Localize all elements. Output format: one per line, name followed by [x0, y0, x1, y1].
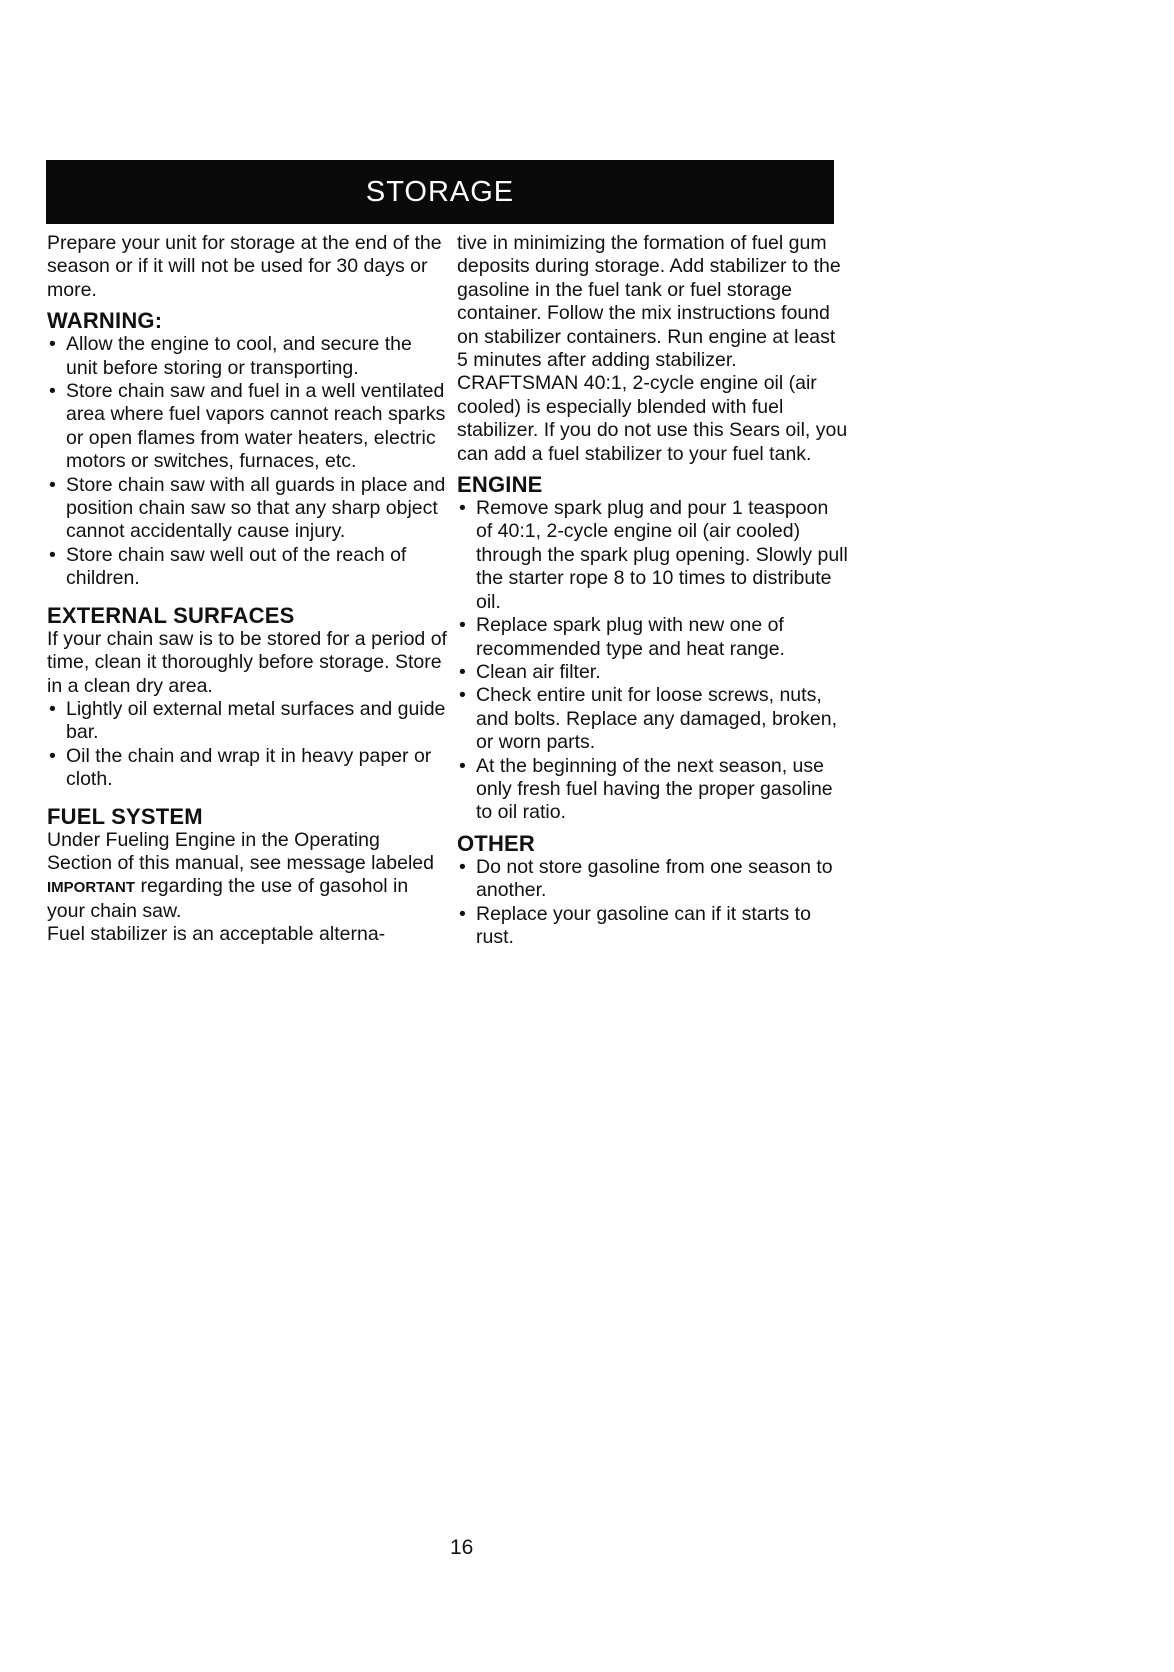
list-item: • Store chain saw well out of the reach of children. — [47, 544, 447, 591]
right-column — [457, 232, 849, 949]
list-item: • Replace your gasoline can if it starts to rust. — [457, 903, 849, 950]
fuel-system-text-before: Under Fueling Engine in the Operating Section of this manual, see message labeled — [47, 828, 434, 874]
stabilizer-paragraph-end: tive in minimizing the formation of fuel gum deposits during storage. Add stabilizer to the gasoline in the fuel tank or fuel storage container. Follow the mix instructions found on stabilizer containers. Run engine at least 5 minutes after adding stabilizer. — [457, 232, 841, 372]
external-surfaces-paragraph: If your chain saw is to be stored for a period of time, clean it thoroughly before storage. Store in a clean dry area. — [47, 627, 447, 697]
engine-heading: ENGINE — [457, 472, 543, 498]
important-label: IMPORTANT — [47, 879, 136, 897]
external-surfaces-list — [47, 698, 447, 792]
list-item: • Lightly oil external metal surfaces and guide bar. — [47, 698, 447, 745]
storage-banner — [46, 160, 834, 224]
list-item: • Store chain saw with all guards in place and position chain saw so that any sharp object cannot accidentally cause injury. — [47, 474, 447, 544]
list-item: • Check entire unit for loose screws, nuts, and bolts. Replace any damaged, broken, or worn parts. — [457, 684, 849, 754]
page-title: STORAGE — [365, 175, 515, 208]
engine-list — [457, 497, 849, 825]
other-heading: OTHER — [457, 830, 535, 856]
craftsman-paragraph: CRAFTSMAN 40:1, 2-cycle engine oil (air cooled) is especially blended with fuel stabilizer. If you do not use this Sears oil, you can add a fuel stabilizer to your fuel tank. — [457, 372, 848, 465]
list-item: • Remove spark plug and pour 1 teaspoon of 40:1, 2-cycle engine oil (air cooled) through the spark plug opening. Slowly pull the starter rope 8 to 10 times to distribute oil. — [457, 497, 849, 614]
warning-list — [47, 333, 447, 590]
stabilizer-paragraph-start: Fuel stabilizer is an acceptable alterna- — [47, 923, 386, 946]
list-item: • Store chain saw and fuel in a well ventilated area where fuel vapors cannot reach sparks or open flames from water heaters, electric motors or switches, furnaces, etc. — [47, 380, 447, 474]
list-item: • Clean air filter. — [457, 661, 849, 684]
list-item: • At the beginning of the next season, use only fresh fuel having the proper gasoline to oil ratio. — [457, 755, 849, 825]
list-item: • Replace spark plug with new one of recommended type and heat range. — [457, 614, 849, 661]
warning-heading: WARNING: — [47, 308, 163, 334]
list-item: • Allow the engine to cool, and secure the unit before storing or transporting. — [47, 333, 447, 380]
list-item: • Do not store gasoline from one season to another. — [457, 856, 849, 903]
fuel-system-text-after: regarding the use of gasohol in your chain saw. — [47, 875, 409, 922]
page-number: 16 — [450, 1536, 474, 1559]
other-list — [457, 856, 849, 950]
list-item: • Oil the chain and wrap it in heavy paper or cloth. — [47, 745, 447, 792]
left-column — [47, 232, 447, 947]
fuel-system-paragraph — [47, 829, 447, 924]
intro-paragraph: Prepare your unit for storage at the end of the season or if it will not be used for 30 days or more. — [47, 232, 442, 301]
external-surfaces-heading: EXTERNAL SURFACES — [47, 602, 295, 628]
fuel-system-heading: FUEL SYSTEM — [47, 803, 203, 829]
